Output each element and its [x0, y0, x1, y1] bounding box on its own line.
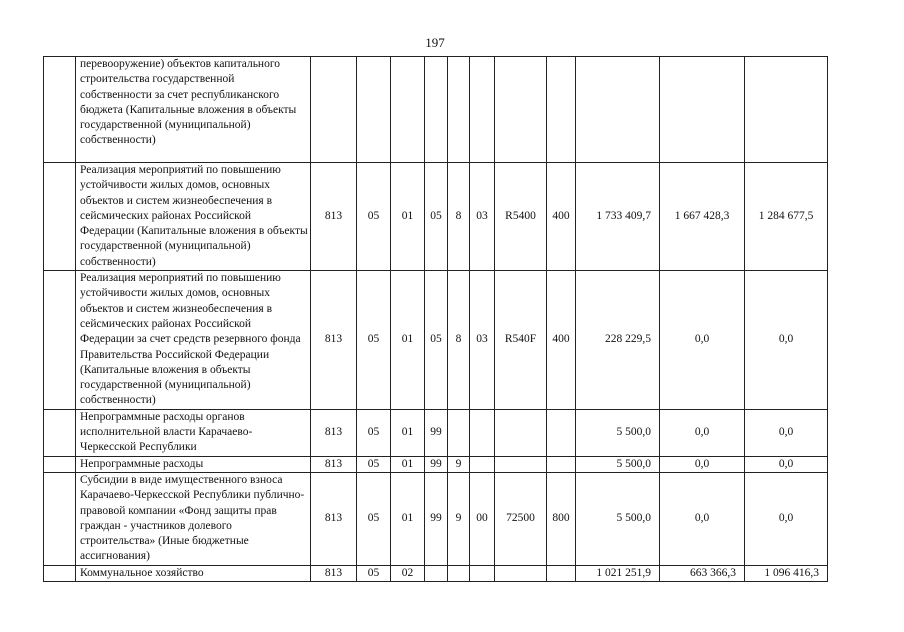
row-marker-cell: [44, 163, 76, 271]
subsection-code: [391, 57, 425, 163]
amount-year-1: 5 500,0: [576, 456, 660, 472]
section-code: 05: [357, 271, 391, 410]
subsection-code: 01: [391, 163, 425, 271]
section-code: 05: [357, 163, 391, 271]
direction-code: 72500: [495, 472, 547, 565]
program-code: [425, 565, 448, 581]
row-marker-cell: [44, 565, 76, 581]
amount-year-3: 1 096 416,3: [745, 565, 828, 581]
amount-year-2: 0,0: [660, 271, 745, 410]
expense-name: Субсидии в виде имущественного взноса Карачаево-Черкесской Республики публично-правовой компании «Фонд защиты прав граждан - участников долевого строительства» (Иные бюджетные ассигнования): [76, 472, 311, 565]
subprogram-code: [448, 409, 470, 456]
direction-code: [495, 409, 547, 456]
subsection-code: 01: [391, 472, 425, 565]
amount-year-3: [745, 57, 828, 163]
table-row: [44, 409, 828, 456]
expense-name: Реализация мероприятий по повышению устойчивости жилых домов, основных объектов и систем жизнеобеспечения в сейсмических районах Российской Федерации за счет средств резервного фонда Правительства Российской Федерации (Капитальные вложения в объекты государственной (муниципальной) собственности): [76, 271, 311, 410]
expense-type-code: 800: [547, 472, 576, 565]
amount-year-3: 0,0: [745, 472, 828, 565]
program-code: 99: [425, 472, 448, 565]
expense-name: Непрограммные расходы органов исполнительной власти Карачаево-Черкесской Республики: [76, 409, 311, 456]
budget-table: [43, 56, 828, 582]
amount-year-2: 0,0: [660, 472, 745, 565]
expense-name: Непрограммные расходы: [76, 456, 311, 472]
expense-name: Реализация мероприятий по повышению устойчивости жилых домов, основных объектов и систем жизнеобеспечения в сейсмических районах Российской Федерации (Капитальные вложения в объекты государственной (муниципальной) собственности): [76, 163, 311, 271]
page-number: 197: [425, 35, 445, 50]
amount-year-3: 0,0: [745, 409, 828, 456]
row-marker-cell: [44, 409, 76, 456]
section-code: 05: [357, 456, 391, 472]
ministry-code: 813: [311, 271, 357, 410]
row-marker-cell: [44, 57, 76, 163]
expense-name: Коммунальное хозяйство: [76, 565, 311, 581]
expense-type-code: [547, 57, 576, 163]
main-event-code: [470, 409, 495, 456]
amount-year-2: 1 667 428,3: [660, 163, 745, 271]
subprogram-code: [448, 57, 470, 163]
expense-type-code: [547, 409, 576, 456]
subsection-code: 01: [391, 456, 425, 472]
subprogram-code: 8: [448, 163, 470, 271]
amount-year-1: 228 229,5: [576, 271, 660, 410]
direction-code: [495, 456, 547, 472]
ministry-code: 813: [311, 565, 357, 581]
main-event-code: 03: [470, 271, 495, 410]
section-code: 05: [357, 565, 391, 581]
subsection-code: 02: [391, 565, 425, 581]
amount-year-2: 0,0: [660, 456, 745, 472]
ministry-code: 813: [311, 472, 357, 565]
row-marker-cell: [44, 472, 76, 565]
program-code: 99: [425, 409, 448, 456]
direction-code: [495, 57, 547, 163]
main-event-code: 00: [470, 472, 495, 565]
row-marker-cell: [44, 456, 76, 472]
amount-year-1: [576, 57, 660, 163]
direction-code: [495, 565, 547, 581]
main-event-code: [470, 57, 495, 163]
expense-type-code: 400: [547, 163, 576, 271]
table-row: [44, 565, 828, 581]
expense-type-code: [547, 456, 576, 472]
amount-year-3: 1 284 677,5: [745, 163, 828, 271]
table-row: [44, 57, 828, 163]
subsection-code: 01: [391, 409, 425, 456]
ministry-code: 813: [311, 409, 357, 456]
ministry-code: 813: [311, 163, 357, 271]
section-code: 05: [357, 409, 391, 456]
row-marker-cell: [44, 271, 76, 410]
amount-year-1: 1 733 409,7: [576, 163, 660, 271]
subprogram-code: 9: [448, 472, 470, 565]
table-row: [44, 472, 828, 565]
program-code: [425, 57, 448, 163]
expense-type-code: 400: [547, 271, 576, 410]
table-row: [44, 163, 828, 271]
table-row: [44, 271, 828, 410]
direction-code: R5400: [495, 163, 547, 271]
program-code: 05: [425, 271, 448, 410]
section-code: 05: [357, 472, 391, 565]
main-event-code: 03: [470, 163, 495, 271]
amount-year-1: 5 500,0: [576, 409, 660, 456]
subprogram-code: [448, 565, 470, 581]
main-event-code: [470, 565, 495, 581]
amount-year-2: 0,0: [660, 409, 745, 456]
subsection-code: 01: [391, 271, 425, 410]
ministry-code: [311, 57, 357, 163]
subprogram-code: 9: [448, 456, 470, 472]
expense-name: перевооружение) объектов капитального строительства государственной собственности за счет республиканского бюджета (Капитальные вложения в объекты государственной (муниципальной) собственности): [76, 57, 311, 163]
ministry-code: 813: [311, 456, 357, 472]
amount-year-1: 1 021 251,9: [576, 565, 660, 581]
subprogram-code: 8: [448, 271, 470, 410]
table-row: [44, 456, 828, 472]
amount-year-2: 663 366,3: [660, 565, 745, 581]
direction-code: R540F: [495, 271, 547, 410]
program-code: 05: [425, 163, 448, 271]
program-code: 99: [425, 456, 448, 472]
amount-year-1: 5 500,0: [576, 472, 660, 565]
amount-year-3: 0,0: [745, 271, 828, 410]
amount-year-3: 0,0: [745, 456, 828, 472]
section-code: [357, 57, 391, 163]
amount-year-2: [660, 57, 745, 163]
expense-type-code: [547, 565, 576, 581]
main-event-code: [470, 456, 495, 472]
